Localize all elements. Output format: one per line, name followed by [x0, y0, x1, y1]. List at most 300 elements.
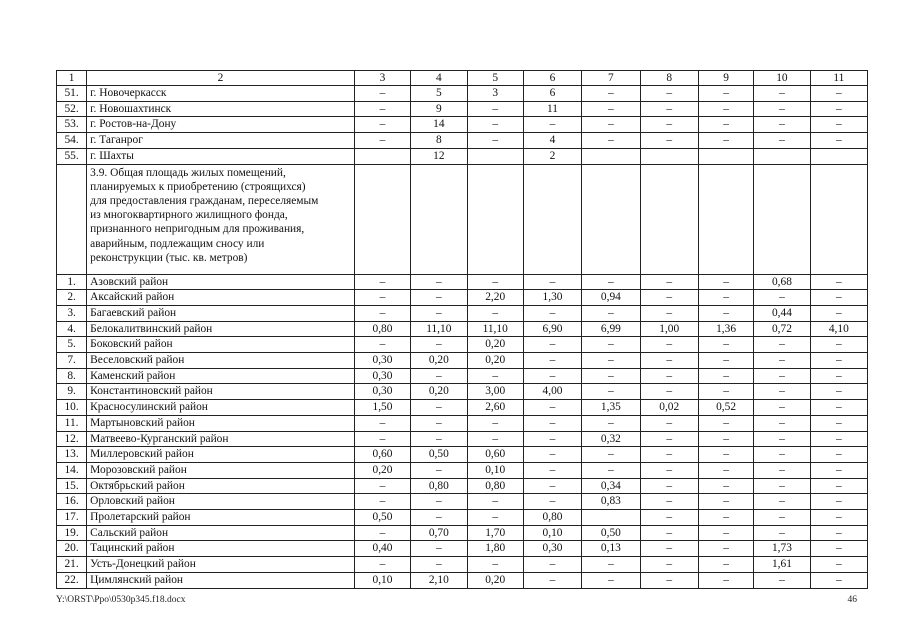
table-row — [57, 415, 868, 431]
table-cell: 0,70 — [411, 525, 467, 541]
table-cell: – — [640, 478, 698, 494]
table-cell: – — [467, 101, 523, 117]
table-cell: – — [354, 415, 410, 431]
row-name: Миллеровский район — [87, 447, 355, 463]
table-cell: – — [698, 274, 753, 290]
table-cell: – — [810, 462, 867, 478]
table-cell: 0,80 — [523, 510, 581, 526]
table-cell: – — [754, 133, 810, 149]
table-cell: – — [411, 557, 467, 573]
table-cell: – — [810, 510, 867, 526]
table-cell: 4,00 — [523, 384, 581, 400]
table-cell: 0,10 — [467, 462, 523, 478]
table-cell: – — [354, 478, 410, 494]
table-cell: – — [698, 290, 753, 306]
table-cell: – — [698, 541, 753, 557]
column-header: 10 — [754, 71, 810, 86]
table-cell: 0,20 — [467, 572, 523, 588]
row-number: 15. — [57, 478, 87, 494]
table-cell: – — [640, 337, 698, 353]
row-number: 51. — [57, 86, 87, 102]
row-number: 10. — [57, 400, 87, 416]
table-cell: – — [411, 494, 467, 510]
table-cell: – — [640, 510, 698, 526]
table-cell: – — [411, 290, 467, 306]
table-cell: 0,10 — [354, 572, 410, 588]
row-number: 5. — [57, 337, 87, 353]
table-cell: – — [640, 384, 698, 400]
table-cell: – — [354, 86, 410, 102]
table-cell: – — [582, 368, 640, 384]
table-cell: – — [754, 400, 810, 416]
table-cell: – — [411, 510, 467, 526]
table-cell: 4,10 — [810, 321, 867, 337]
table-cell: – — [354, 431, 410, 447]
table-cell: – — [582, 305, 640, 321]
table-cell: – — [698, 572, 753, 588]
table-cell: – — [640, 101, 698, 117]
table-cell: – — [810, 305, 867, 321]
table-cell: – — [523, 337, 581, 353]
row-number: 17. — [57, 510, 87, 526]
row-number: 3. — [57, 305, 87, 321]
table-cell: – — [640, 541, 698, 557]
table-cell: 6 — [523, 86, 581, 102]
table-cell: – — [754, 101, 810, 117]
table-cell: – — [698, 525, 753, 541]
table-cell: 0,20 — [467, 353, 523, 369]
table-row — [57, 541, 868, 557]
row-number: 12. — [57, 431, 87, 447]
table-cell: 0,30 — [523, 541, 581, 557]
table-row — [57, 305, 868, 321]
table-cell: – — [698, 478, 753, 494]
table-cell: 0,60 — [354, 447, 410, 463]
table-cell: – — [640, 572, 698, 588]
row-name: Морозовский район — [87, 462, 355, 478]
empty-cell — [582, 164, 640, 274]
table-cell: – — [698, 86, 753, 102]
column-header: 11 — [810, 71, 867, 86]
table-cell: – — [411, 462, 467, 478]
row-name: Багаевский район — [87, 305, 355, 321]
table-cell: – — [523, 478, 581, 494]
table-cell: – — [523, 572, 581, 588]
table-cell: – — [754, 431, 810, 447]
table-cell: – — [754, 447, 810, 463]
empty-cell — [57, 164, 87, 274]
table-cell: – — [523, 274, 581, 290]
table-cell: – — [754, 337, 810, 353]
table-cell: – — [810, 368, 867, 384]
table-cell: 0,10 — [523, 525, 581, 541]
table-cell: 2,10 — [411, 572, 467, 588]
table-cell — [582, 510, 640, 526]
table-cell: – — [523, 447, 581, 463]
table-cell: – — [354, 117, 410, 133]
row-number: 22. — [57, 572, 87, 588]
table-cell: – — [810, 117, 867, 133]
table-cell: 1,36 — [698, 321, 753, 337]
table-cell: 0,40 — [354, 541, 410, 557]
table-cell: – — [467, 431, 523, 447]
table-row — [57, 384, 868, 400]
table-cell — [640, 148, 698, 164]
table-cell — [754, 148, 810, 164]
empty-cell — [411, 164, 467, 274]
empty-cell — [640, 164, 698, 274]
table-cell: – — [810, 400, 867, 416]
table-cell: 5 — [411, 86, 467, 102]
table-row — [57, 321, 868, 337]
table-cell: – — [640, 305, 698, 321]
row-number: 53. — [57, 117, 87, 133]
table-cell: 0,44 — [754, 305, 810, 321]
table-cell: – — [523, 368, 581, 384]
table-cell: 0,13 — [582, 541, 640, 557]
row-name: г. Шахты — [87, 148, 355, 164]
column-header: 5 — [467, 71, 523, 86]
table-cell: – — [354, 290, 410, 306]
table-row — [57, 525, 868, 541]
table-cell: – — [810, 572, 867, 588]
table-cell: – — [698, 101, 753, 117]
table-cell: 1,73 — [754, 541, 810, 557]
table-cell: – — [582, 415, 640, 431]
table-cell: – — [354, 305, 410, 321]
table-cell: – — [640, 290, 698, 306]
table-cell: – — [467, 117, 523, 133]
table-cell: – — [810, 541, 867, 557]
table-cell: – — [411, 337, 467, 353]
table-cell: – — [523, 462, 581, 478]
table-cell: – — [354, 274, 410, 290]
empty-cell — [467, 164, 523, 274]
table-cell: 12 — [411, 148, 467, 164]
row-number: 7. — [57, 353, 87, 369]
table-cell: – — [810, 353, 867, 369]
row-name: Белокалитвинский район — [87, 321, 355, 337]
table-cell: – — [754, 86, 810, 102]
row-name: Константиновский район — [87, 384, 355, 400]
table-row — [57, 494, 868, 510]
table-cell: – — [582, 274, 640, 290]
row-name: Сальский район — [87, 525, 355, 541]
row-number: 8. — [57, 368, 87, 384]
table-cell: 0,30 — [354, 384, 410, 400]
table-cell: 0,50 — [582, 525, 640, 541]
table-cell: – — [754, 525, 810, 541]
row-number: 19. — [57, 525, 87, 541]
table-cell: – — [810, 447, 867, 463]
row-number: 16. — [57, 494, 87, 510]
table-cell: – — [582, 101, 640, 117]
table-cell: – — [411, 400, 467, 416]
table-cell: 4 — [523, 133, 581, 149]
table-cell: – — [754, 290, 810, 306]
table-row — [57, 133, 868, 149]
table-cell: – — [754, 572, 810, 588]
table-cell: – — [640, 368, 698, 384]
table-cell: – — [523, 305, 581, 321]
table-cell — [810, 148, 867, 164]
row-number: 13. — [57, 447, 87, 463]
row-number: 9. — [57, 384, 87, 400]
column-header: 1 — [57, 71, 87, 86]
row-name: Матвеево-Курганский район — [87, 431, 355, 447]
table-cell: – — [523, 431, 581, 447]
row-name: Цимлянский район — [87, 572, 355, 588]
section-heading-row — [57, 164, 868, 274]
table-cell: – — [698, 415, 753, 431]
table-cell: – — [810, 494, 867, 510]
row-name: г. Новочеркасск — [87, 86, 355, 102]
table-cell: – — [810, 557, 867, 573]
table-cell: – — [754, 117, 810, 133]
table-cell: – — [582, 117, 640, 133]
table-cell: – — [698, 133, 753, 149]
table-cell: 0,34 — [582, 478, 640, 494]
row-number: 14. — [57, 462, 87, 478]
table-cell: 3 — [467, 86, 523, 102]
table-cell: – — [810, 290, 867, 306]
table-cell: – — [698, 384, 753, 400]
table-cell: 0,83 — [582, 494, 640, 510]
table-row — [57, 368, 868, 384]
table-cell: – — [582, 353, 640, 369]
table-cell — [354, 148, 410, 164]
row-name: Пролетарский район — [87, 510, 355, 526]
table-row — [57, 117, 868, 133]
table-cell: – — [582, 133, 640, 149]
table-cell: – — [523, 400, 581, 416]
table-cell: – — [582, 447, 640, 463]
table-cell: 1,70 — [467, 525, 523, 541]
empty-cell — [754, 164, 810, 274]
table-cell: 0,52 — [698, 400, 753, 416]
table-cell: 1,80 — [467, 541, 523, 557]
table-cell: – — [640, 86, 698, 102]
table-cell: – — [810, 478, 867, 494]
table-cell: – — [754, 510, 810, 526]
row-name: г. Новошахтинск — [87, 101, 355, 117]
row-name: Тацинский район — [87, 541, 355, 557]
table-row — [57, 290, 868, 306]
row-name: г. Таганрог — [87, 133, 355, 149]
table-cell: 0,20 — [354, 462, 410, 478]
table-cell: 6,99 — [582, 321, 640, 337]
table-cell: 8 — [411, 133, 467, 149]
table-cell: – — [354, 494, 410, 510]
row-number: 21. — [57, 557, 87, 573]
table-cell: – — [354, 337, 410, 353]
table-cell: 1,61 — [754, 557, 810, 573]
table-cell: 1,50 — [354, 400, 410, 416]
table-cell: – — [582, 86, 640, 102]
row-number: 2. — [57, 290, 87, 306]
table-cell: – — [582, 462, 640, 478]
column-header: 4 — [411, 71, 467, 86]
table-cell: – — [810, 415, 867, 431]
table-cell: – — [640, 415, 698, 431]
table-cell: – — [810, 133, 867, 149]
table-row — [57, 447, 868, 463]
table-cell: – — [698, 431, 753, 447]
row-number: 4. — [57, 321, 87, 337]
table-cell: – — [698, 557, 753, 573]
section-title: 3.9. Общая площадь жилых помещений, планируемых к приобретению (строящихся) для предоставления гражданам, переселяемым из многоквартирного жилищного фонда, признанного непригодным для проживания, аварийным, подлежащим сносу или реконструкции (тыс. кв. метров) — [87, 164, 355, 274]
table-cell: 0,60 — [467, 447, 523, 463]
table-cell: – — [467, 305, 523, 321]
table-cell: – — [411, 305, 467, 321]
table-cell — [582, 148, 640, 164]
table-cell: – — [698, 462, 753, 478]
table-cell: 1,30 — [523, 290, 581, 306]
table-cell: – — [698, 494, 753, 510]
empty-cell — [354, 164, 410, 274]
table-cell: – — [582, 572, 640, 588]
table-cell: – — [411, 415, 467, 431]
table-cell: – — [411, 368, 467, 384]
table-cell: – — [640, 494, 698, 510]
table-cell: 0,80 — [467, 478, 523, 494]
table-cell: 11,10 — [411, 321, 467, 337]
table-cell: 11 — [523, 101, 581, 117]
table-row — [57, 510, 868, 526]
row-name: Азовский район — [87, 274, 355, 290]
table-cell: – — [354, 101, 410, 117]
table-row — [57, 148, 868, 164]
table-cell: 9 — [411, 101, 467, 117]
row-name: Мартыновский район — [87, 415, 355, 431]
table-row — [57, 400, 868, 416]
table-cell: 2,60 — [467, 400, 523, 416]
table-cell: – — [754, 384, 810, 400]
empty-cell — [523, 164, 581, 274]
empty-cell — [698, 164, 753, 274]
table-cell: 0,02 — [640, 400, 698, 416]
table-cell: – — [698, 368, 753, 384]
table-cell: 1,00 — [640, 321, 698, 337]
column-header: 6 — [523, 71, 581, 86]
table-cell: – — [582, 337, 640, 353]
table-cell: 0,80 — [354, 321, 410, 337]
table-cell: – — [523, 494, 581, 510]
table-cell: 0,50 — [354, 510, 410, 526]
row-name: Усть-Донецкий район — [87, 557, 355, 573]
table-cell: – — [810, 525, 867, 541]
table-row — [57, 274, 868, 290]
table-row — [57, 431, 868, 447]
table-row — [57, 101, 868, 117]
table-cell: – — [698, 305, 753, 321]
table-row — [57, 572, 868, 588]
table-cell: – — [523, 353, 581, 369]
table-cell: 6,90 — [523, 321, 581, 337]
footer-page-number: 46 — [847, 595, 857, 605]
table-cell: – — [640, 525, 698, 541]
table-cell: – — [467, 415, 523, 431]
empty-cell — [810, 164, 867, 274]
table-cell: – — [698, 510, 753, 526]
table-cell: – — [698, 447, 753, 463]
table-cell: – — [754, 462, 810, 478]
column-header: 9 — [698, 71, 753, 86]
row-name: Веселовский район — [87, 353, 355, 369]
table-cell: – — [523, 415, 581, 431]
table-cell: 0,50 — [411, 447, 467, 463]
table-cell: 0,32 — [582, 431, 640, 447]
table-cell: 0,80 — [411, 478, 467, 494]
table-cell: – — [582, 384, 640, 400]
table-cell: – — [467, 133, 523, 149]
table-cell: – — [810, 384, 867, 400]
table-cell: 0,30 — [354, 353, 410, 369]
table-cell: – — [640, 462, 698, 478]
row-number: 52. — [57, 101, 87, 117]
table-cell: – — [754, 478, 810, 494]
table-cell: – — [411, 431, 467, 447]
table-cell: 0,72 — [754, 321, 810, 337]
table-cell: 0,68 — [754, 274, 810, 290]
row-name: г. Ростов-на-Дону — [87, 117, 355, 133]
table-row — [57, 557, 868, 573]
table-cell: – — [467, 274, 523, 290]
table-cell: – — [810, 86, 867, 102]
row-number: 55. — [57, 148, 87, 164]
row-name: Аксайский район — [87, 290, 355, 306]
row-name: Орловский район — [87, 494, 355, 510]
row-number: 54. — [57, 133, 87, 149]
table-row — [57, 462, 868, 478]
table-cell: – — [354, 133, 410, 149]
column-header: 3 — [354, 71, 410, 86]
table-row — [57, 353, 868, 369]
table-cell: – — [640, 133, 698, 149]
table-cell: – — [467, 368, 523, 384]
table-cell: 11,10 — [467, 321, 523, 337]
column-header: 7 — [582, 71, 640, 86]
table-cell: – — [467, 494, 523, 510]
table-cell: – — [698, 117, 753, 133]
table-cell: – — [467, 557, 523, 573]
table-cell: – — [698, 337, 753, 353]
table-cell: – — [640, 447, 698, 463]
table-cell: – — [582, 557, 640, 573]
table-cell: – — [754, 494, 810, 510]
row-name: Красносулинский район — [87, 400, 355, 416]
table-cell: – — [810, 101, 867, 117]
table-header-row — [57, 71, 868, 86]
table-cell: 1,35 — [582, 400, 640, 416]
table-cell: 0,94 — [582, 290, 640, 306]
table-cell: 3,00 — [467, 384, 523, 400]
table-row — [57, 86, 868, 102]
table-cell: – — [354, 525, 410, 541]
table-row — [57, 337, 868, 353]
table-cell: – — [810, 274, 867, 290]
table-cell: – — [411, 541, 467, 557]
table-cell — [698, 148, 753, 164]
data-table — [56, 70, 868, 589]
row-number: 1. — [57, 274, 87, 290]
table-cell: 14 — [411, 117, 467, 133]
table-cell: – — [698, 353, 753, 369]
row-name: Октябрьский район — [87, 478, 355, 494]
row-number: 11. — [57, 415, 87, 431]
table-cell: – — [467, 510, 523, 526]
table-cell: – — [640, 557, 698, 573]
